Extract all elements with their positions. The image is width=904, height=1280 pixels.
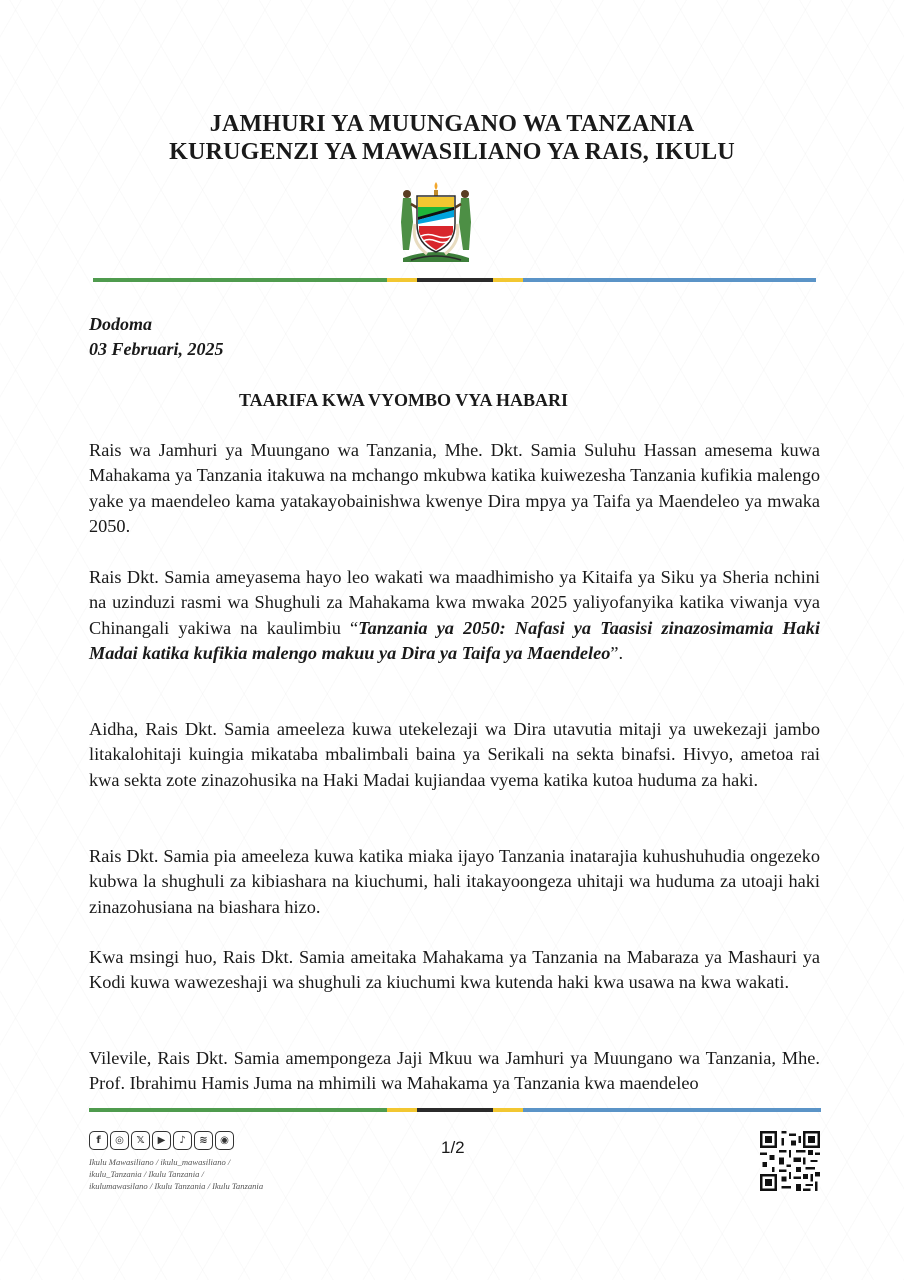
- dateline-place: Dodoma: [89, 314, 152, 334]
- social-handles-line3: ikulumawasilano / Ikulu Tanzania / Ikulu Tanzania: [89, 1181, 264, 1191]
- facebook-icon[interactable]: f: [89, 1131, 108, 1150]
- social-handles: [89, 1156, 309, 1192]
- paragraph-5: Kwa msingi huo, Rais Dkt. Samia ameitaka Mahakama ya Tanzania na Mabaraza ya Mashauri ya Kodi kuwa wawezeshaji wa shughuli za kiuchumi kwa kutenda haki kwa usawa na kwa wakati.: [89, 947, 820, 993]
- paragraph-2-end: ”.: [610, 643, 624, 664]
- social-icons: [89, 1131, 234, 1150]
- page-number: 1/2: [441, 1138, 465, 1157]
- youtube-icon[interactable]: ▶: [152, 1131, 171, 1150]
- paragraph-1: Rais wa Jamhuri ya Muungano wa Tanzania, Mhe. Dkt. Samia Suluhu Hassan amesema kuwa Mahakama ya Tanzania itakuwa na mchango mkubwa katika kuiwezesha Tanzania kufikia malengo yake ya maendeleo kama yatakayobainishwa kwenye Dira mpya ya Taifa ya Maendeleo ya mwaka 2050.: [89, 440, 820, 537]
- header-title-line2: KURUGENZI YA MAWASILIANO YA RAIS, IKULU: [169, 139, 735, 165]
- x-icon[interactable]: 𝕏: [131, 1131, 150, 1150]
- tiktok-icon[interactable]: ♪: [173, 1131, 192, 1150]
- social-handles-line2: ikulu_Tanzania / Ikulu Tanzania /: [89, 1169, 204, 1179]
- paragraph-2-slogan: Tanzania ya 2050: Nafasi ya Taasisi zinazosimamia Haki Madai katika kufikia malengo makuu ya Dira ya Taifa ya Maendeleo: [89, 617, 820, 664]
- paragraph-2: [89, 565, 820, 667]
- tanzania-coat-of-arms-icon: [393, 180, 479, 264]
- spotify-icon[interactable]: ≋: [194, 1131, 213, 1150]
- footer-color-divider: [89, 1108, 821, 1112]
- paragraph-6: Vilevile, Rais Dkt. Samia amempongeza Jaji Mkuu wa Jamhuri ya Muungano wa Tanzania, Mhe. Prof. Ibrahimu Hamis Juma na mhimili wa Mahakama ya Tanzania kwa maendeleo: [89, 1048, 820, 1094]
- document-title: TAARIFA KWA VYOMBO VYA HABARI: [239, 390, 569, 410]
- paragraph-4: Rais Dkt. Samia pia ameeleza kuwa katika miaka ijayo Tanzania inatarajia kuhushuhudia ongezeko kubwa la shughuli za kibiashara na kiuchumi, hali itakayoongeza uhitaji wa huduma za utoaji haki zinazohusiana na biashara hizo.: [89, 846, 820, 917]
- podcast-icon[interactable]: ◉: [215, 1131, 234, 1150]
- paragraph-3: Aidha, Rais Dkt. Samia ameeleza kuwa utekelezaji wa Dira utavutia mitaji ya uwekezaji jambo litakalohitaji kuingia mikataba mbalimbali baina ya Serikali na sekta binafsi. Hivyo, ametoa rai kwa sekta zote zinazohusika na Haki Madai kujiandaa vyema katika kutoa huduma za haki.: [89, 719, 820, 790]
- instagram-icon[interactable]: ◎: [110, 1131, 129, 1150]
- header-color-divider: [93, 278, 816, 282]
- paragraph-2-text: Rais Dkt. Samia ameyasema hayo leo wakati wa maadhimisho ya Kitaifa ya Siku ya Sheria nchini na uzinduzi rasmi wa Shughuli za Mahakama kwa mwaka 2025 yaliyofanyika katika viwanja vya Chinangali yakiwa na kaulimbiu “: [89, 567, 820, 638]
- dateline-date: 03 Februari, 2025: [89, 339, 224, 359]
- qr-code-icon[interactable]: [760, 1131, 820, 1191]
- social-handles-line1: Ikulu Mawasiliano / ikulu_mawasiliano /: [89, 1157, 231, 1167]
- header-title-line1: JAMHURI YA MUUNGANO WA TANZANIA: [209, 111, 695, 137]
